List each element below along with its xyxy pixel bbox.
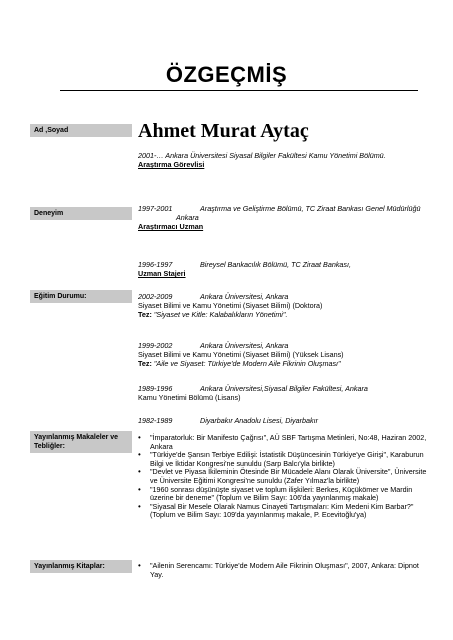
thesis-label: Tez:: [138, 310, 152, 319]
education-entry: [138, 384, 428, 402]
education-school: Ankara Üniversitesi, Ankara: [200, 341, 289, 350]
experience-label: Deneyim: [30, 207, 132, 220]
experience-entry: [138, 204, 428, 231]
current-role: Araştırma Görevlisi: [138, 160, 205, 169]
education-school: Ankara Üniversitesi,Siyasal Bilgiler Fakültesi, Ankara: [200, 384, 368, 393]
current-line: 2001-… Ankara Üniversitesi Siyasal Bilgiler Fakültesi Kamu Yönetimi Bölümü.: [138, 151, 386, 160]
education-school: Diyarbakır Anadolu Lisesi, Diyarbakır: [200, 416, 318, 425]
experience-role: Araştırmacı Uzman: [138, 222, 204, 231]
experience-text: Bireysel Bankacılık Bölümü, TC Ziraat Bankası,: [200, 260, 351, 269]
thesis-title: "Aile ve Siyaset: Türkiye'de Modern Aile Fikrinin Oluşması": [153, 359, 341, 368]
name-label: Ad ,Soyad: [30, 124, 132, 137]
experience-text: Araştırma ve Geliştirme Bölümü, TC Ziraat Bankası Genel Müdürlüğü: [200, 204, 421, 213]
education-degree: Kamu Yönetimi Bölümü (Lisans): [138, 393, 241, 402]
current-position: [138, 151, 428, 169]
list-item: • "Türkiye'de Şansın Terbiye Edilişi: İstatistik Düşüncesinin Türkiye'ye Girişi", Karaburun Bilgi ve İktidar Kongresi'ne sunuldu (Sarp Balcı'yla birlikte): [138, 451, 428, 468]
education-years: 1999-2002: [138, 341, 173, 350]
list-item: • "Devlet ve Piyasa İkileminin Ötesinde Bir Mücadele Alanı Olarak Üniversite", Üniversite ve Üniversite Eğitimi Kongresi'ne sunuldu (Zafer Yılmaz'la birlikte): [138, 468, 428, 485]
experience-years: 1996-1997: [138, 260, 173, 269]
experience-entry: [138, 260, 428, 278]
education-entry: [138, 416, 428, 425]
thesis-title: "Siyaset ve Kitle: Kalabalıkların Yönetimi".: [153, 310, 288, 319]
education-degree: Siyaset Bilimi ve Kamu Yönetimi (Siyaset Bilimi) (Yüksek Lisans): [138, 350, 344, 359]
page-title: ÖZGEÇMİŞ: [165, 62, 288, 87]
list-item: • "İmparatorluk: Bir Manifesto Çağrısı", AÜ SBF Tartışma Metinleri, No:48, Haziran 2002, Ankara: [138, 434, 428, 451]
articles-label: Yayınlanmış Makaleler ve Tebliğler:: [30, 431, 132, 453]
experience-role: Uzman Stajeri: [138, 269, 186, 278]
education-degree: Siyaset Bilimi ve Kamu Yönetimi (Siyaset Bilimi) (Doktora): [138, 301, 323, 310]
education-years: 1982-1989: [138, 416, 173, 425]
full-name: Ahmet Murat Aytaç: [138, 120, 309, 142]
education-entry: [138, 341, 428, 368]
education-school: Ankara Üniversitesi, Ankara: [200, 292, 289, 301]
list-item: • "1960 sonrası düşünüşte siyaset ve toplum ilişkileri: Berkes, Küçükömer ve Mardin üzerine bir deneme" (Toplum ve Bilim Sayı: 106'da yayınlanmış makale): [138, 486, 428, 503]
list-item: • "Siyasal Bir Mesele Olarak Namus Cinayeti Tartışmaları: Kim Medeni Kim Barbar?" (Toplum ve Bilim Sayı: 109'da yayınlanmış makale, P. Ecevitoğlu'ya): [138, 503, 428, 520]
title-rule: [60, 90, 418, 91]
articles-list: [138, 434, 428, 520]
experience-text-2: Ankara: [176, 213, 199, 222]
books-list: [138, 562, 428, 579]
education-years: 1989-1996: [138, 384, 173, 393]
education-entry: [138, 292, 428, 319]
list-item: • "Ailenin Serencamı: Türkiye'de Modern Aile Fikrinin Oluşması", 2007, Ankara: Dipnot Yay.: [138, 562, 428, 579]
books-label: Yayınlanmış Kitaplar:: [30, 560, 132, 573]
experience-years: 1997-2001: [138, 204, 173, 213]
thesis-label: Tez:: [138, 359, 152, 368]
education-years: 2002-2009: [138, 292, 173, 301]
education-label: Eğitim Durumu:: [30, 290, 132, 303]
